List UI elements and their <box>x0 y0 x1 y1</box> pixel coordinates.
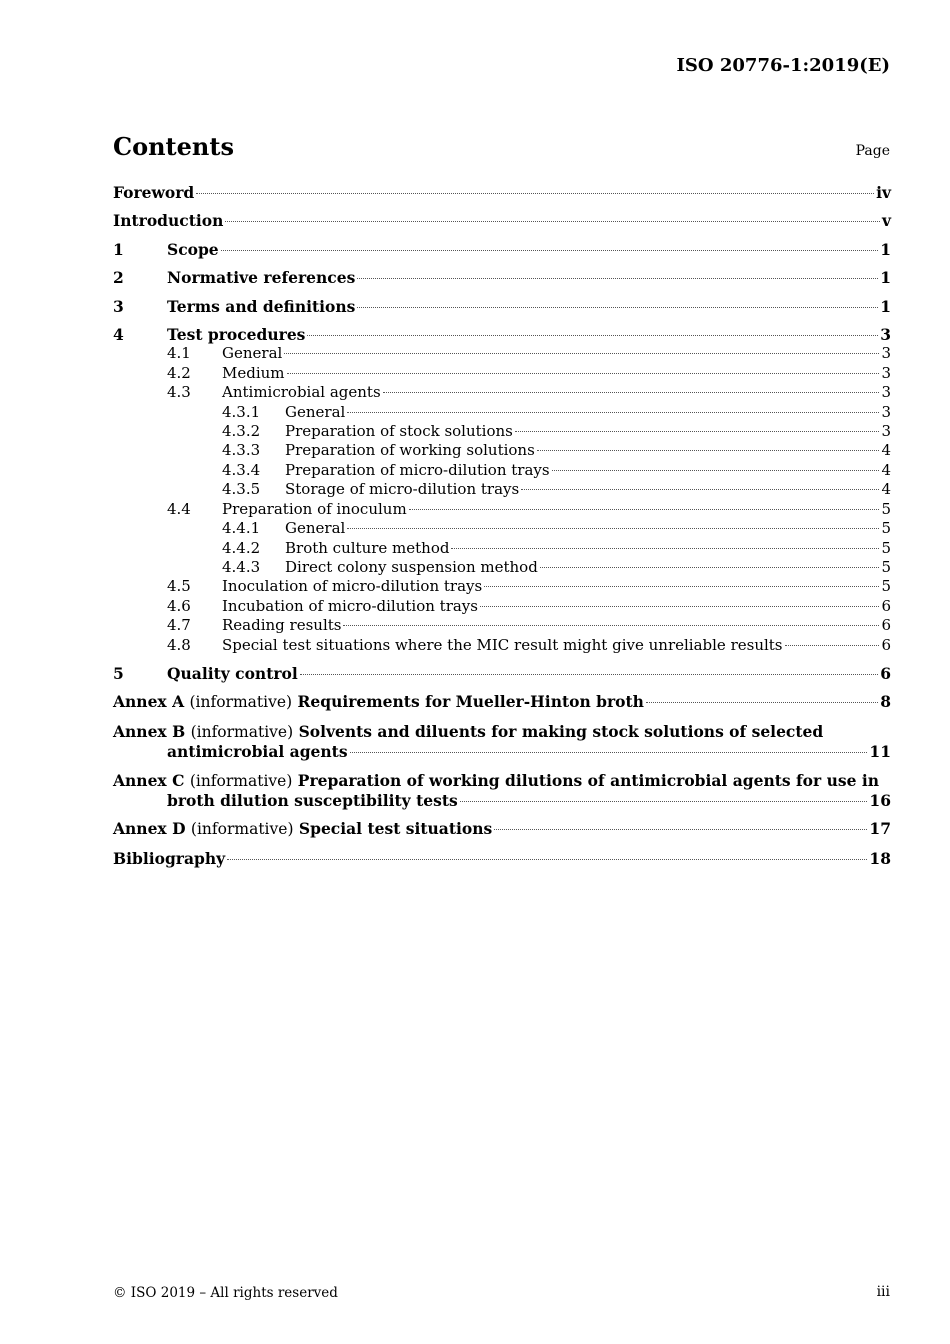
toc-page: 3 <box>881 422 891 441</box>
toc-page: 4 <box>881 480 891 499</box>
dot-leader <box>287 373 880 374</box>
toc-title[interactable]: Quality control <box>167 663 298 683</box>
toc-page: 5 <box>881 519 891 538</box>
toc-page: 5 <box>881 577 891 596</box>
toc-page: 6 <box>880 663 891 683</box>
toc-entry-4-4-1[interactable] <box>113 519 891 538</box>
dot-leader <box>383 392 880 393</box>
toc-entry-4-3-2[interactable] <box>113 422 891 441</box>
toc-entry-annex-d[interactable] <box>113 819 891 839</box>
toc-page: 3 <box>881 344 891 363</box>
toc-title[interactable]: Preparation of micro-dilution trays <box>285 460 550 479</box>
dot-leader <box>357 307 878 308</box>
toc-title[interactable] <box>113 722 823 742</box>
toc-title[interactable]: Introduction <box>113 211 224 231</box>
toc-title[interactable]: Test procedures <box>167 325 306 345</box>
toc-page: 6 <box>881 616 891 635</box>
dot-leader <box>227 859 867 860</box>
toc-page: 3 <box>881 383 891 402</box>
annex-title: Requirements for Mueller-Hinton broth <box>297 692 644 712</box>
dot-leader <box>307 335 878 336</box>
dot-leader <box>484 586 879 587</box>
toc-title[interactable]: Direct colony suspension method <box>285 557 538 576</box>
toc-entry-section-1[interactable] <box>113 240 891 259</box>
toc-number: 5 <box>113 663 124 683</box>
toc-title[interactable]: Broth culture method <box>285 538 450 557</box>
annex-label: Annex C <box>113 770 185 790</box>
toc-page: 11 <box>869 742 891 762</box>
toc-title[interactable]: Inoculation of micro-dilution trays <box>222 577 483 596</box>
toc-entry-4-8[interactable] <box>113 636 891 655</box>
annex-informative-note: (informative) <box>189 771 293 790</box>
toc-entry-4-3-1[interactable] <box>113 403 891 422</box>
toc-page: iv <box>876 183 891 202</box>
dot-leader <box>460 801 868 802</box>
dot-leader <box>300 674 878 675</box>
toc-entry-4-5[interactable] <box>113 577 891 596</box>
dot-leader <box>284 353 879 354</box>
toc-entry-4-3[interactable] <box>113 383 891 402</box>
annex-title-continued[interactable]: broth dilution susceptibility tests <box>167 790 458 810</box>
annex-title: Special test situations <box>298 819 493 839</box>
copyright-notice: © ISO 2019 – All rights reserved <box>113 1285 338 1301</box>
toc-entry-annex-b[interactable] <box>113 722 891 762</box>
annex-title-continued[interactable]: antimicrobial agents <box>167 742 348 762</box>
toc-entry-4-3-3[interactable] <box>113 441 891 460</box>
dot-leader <box>515 431 880 432</box>
toc-number: 1 <box>113 239 124 259</box>
toc-entry-annex-c[interactable] <box>113 771 891 811</box>
page-column-label: Page <box>855 143 890 159</box>
toc-title[interactable]: Preparation of inoculum <box>222 499 407 518</box>
toc-entry-section-4[interactable] <box>113 325 891 344</box>
page-number: iii <box>876 1284 890 1300</box>
toc-entry-introduction[interactable] <box>113 211 891 230</box>
toc-number: 4.3.1 <box>222 402 261 421</box>
annex-title: Solvents and diluents for making stock solutions of selected <box>298 721 824 741</box>
dot-leader <box>451 548 879 549</box>
toc-number: 4.3.5 <box>222 480 261 499</box>
toc-entry-section-3[interactable] <box>113 297 891 316</box>
toc-page: 3 <box>880 325 891 345</box>
toc-number: 4.4.3 <box>222 557 261 576</box>
dot-leader <box>785 645 880 646</box>
toc-title[interactable]: General <box>285 402 346 421</box>
toc-page: 3 <box>881 402 891 421</box>
dot-leader <box>225 221 880 222</box>
toc-number: 4.4.1 <box>222 519 261 538</box>
toc-page: 5 <box>881 499 891 518</box>
toc-entry-section-2[interactable] <box>113 268 891 287</box>
toc-number: 4.3.3 <box>222 441 261 460</box>
toc-title[interactable]: Scope <box>167 239 219 259</box>
document-id: ISO 20776-1:2019(E) <box>676 55 890 76</box>
annex-informative-note: (informative) <box>189 693 293 712</box>
dot-leader <box>646 702 878 703</box>
toc-page: 16 <box>869 790 891 810</box>
toc-entry-4-4-3[interactable] <box>113 558 891 577</box>
toc-number: 4.4.2 <box>222 538 261 557</box>
toc-title[interactable]: Antimicrobial agents <box>222 383 381 402</box>
toc-entry-4-4[interactable] <box>113 500 891 519</box>
dot-leader <box>196 193 874 194</box>
toc-number: 4.3.2 <box>222 422 261 441</box>
annex-informative-note: (informative) <box>190 722 294 741</box>
toc-number: 2 <box>113 268 124 288</box>
dot-leader <box>537 450 880 451</box>
toc-page: 6 <box>881 635 891 654</box>
annex-label: Annex A <box>113 692 185 712</box>
toc-title[interactable] <box>113 819 492 839</box>
toc-page: 17 <box>869 819 891 839</box>
toc-title[interactable]: Preparation of stock solutions <box>285 422 513 441</box>
toc-page: 3 <box>881 363 891 382</box>
annex-label: Annex D <box>113 819 186 839</box>
toc-title[interactable]: Reading results <box>222 616 342 635</box>
toc-entry-4-6[interactable] <box>113 597 891 616</box>
toc-title[interactable] <box>113 692 644 712</box>
toc-entry-4-4-2[interactable] <box>113 539 891 558</box>
toc-page: 18 <box>869 848 891 868</box>
dot-leader <box>347 412 879 413</box>
toc-title[interactable]: Terms and definitions <box>167 296 356 316</box>
toc-page: 1 <box>880 296 891 316</box>
toc-number: 4 <box>113 325 124 345</box>
toc-number: 4.3.4 <box>222 460 261 479</box>
annex-label: Annex B <box>113 721 186 741</box>
toc-page: 4 <box>881 441 891 460</box>
dot-leader <box>409 509 880 510</box>
toc-entry-annex-a[interactable] <box>113 692 891 712</box>
dot-leader <box>552 470 880 471</box>
toc-title[interactable] <box>113 771 879 791</box>
toc-number: 4.5 <box>167 577 191 596</box>
dot-leader <box>521 489 879 490</box>
toc-number: 4.3 <box>167 383 191 402</box>
dot-leader <box>343 625 879 626</box>
dot-leader <box>357 278 878 279</box>
toc-entry-section-5[interactable] <box>113 664 891 683</box>
toc-page: 6 <box>881 596 891 615</box>
toc-entry-4-3-5[interactable] <box>113 480 891 499</box>
dot-leader <box>540 567 880 568</box>
toc-number: 4.1 <box>167 344 191 363</box>
toc-title[interactable]: Medium <box>222 363 285 382</box>
toc-page: v <box>881 211 891 231</box>
toc-title[interactable]: Foreword <box>113 183 195 202</box>
toc-number: 4.6 <box>167 596 191 615</box>
toc-title[interactable]: General <box>285 519 346 538</box>
toc-title[interactable]: Normative references <box>167 268 356 288</box>
toc-entry-4-7[interactable] <box>113 616 891 635</box>
table-of-contents <box>113 183 891 868</box>
toc-title[interactable]: Incubation of micro-dilution trays <box>222 596 478 615</box>
toc-entry-4-2[interactable] <box>113 364 891 383</box>
toc-number: 3 <box>113 296 124 316</box>
toc-number: 4.7 <box>167 616 191 635</box>
toc-title[interactable]: Special test situations where the MIC result might give unreliable results <box>222 635 783 654</box>
toc-page: 1 <box>880 239 891 259</box>
toc-number: 4.8 <box>167 635 191 654</box>
toc-entry-4-3-4[interactable] <box>113 461 891 480</box>
toc-title[interactable]: Storage of micro-dilution trays <box>285 480 520 499</box>
dot-leader <box>480 606 879 607</box>
toc-page: 5 <box>881 557 891 576</box>
toc-number: 4.2 <box>167 363 191 382</box>
toc-entry-4-1[interactable] <box>113 344 891 363</box>
toc-page: 5 <box>881 538 891 557</box>
annex-title: Preparation of working dilutions of antimicrobial agents for use in <box>297 770 879 790</box>
dot-leader <box>494 829 867 830</box>
toc-title[interactable]: Preparation of working solutions <box>285 441 535 460</box>
contents-title: Contents <box>113 132 234 161</box>
toc-page: 8 <box>880 692 891 712</box>
toc-entry-foreword[interactable] <box>113 183 891 202</box>
dot-leader <box>350 752 868 753</box>
toc-title[interactable]: Bibliography <box>113 848 226 868</box>
dot-leader <box>347 528 879 529</box>
toc-number: 4.4 <box>167 499 191 518</box>
toc-entry-bibliography[interactable] <box>113 849 891 868</box>
toc-page: 4 <box>881 460 891 479</box>
toc-title[interactable]: General <box>222 344 283 363</box>
toc-page: 1 <box>880 268 891 288</box>
annex-informative-note: (informative) <box>190 820 294 839</box>
dot-leader <box>221 250 879 251</box>
